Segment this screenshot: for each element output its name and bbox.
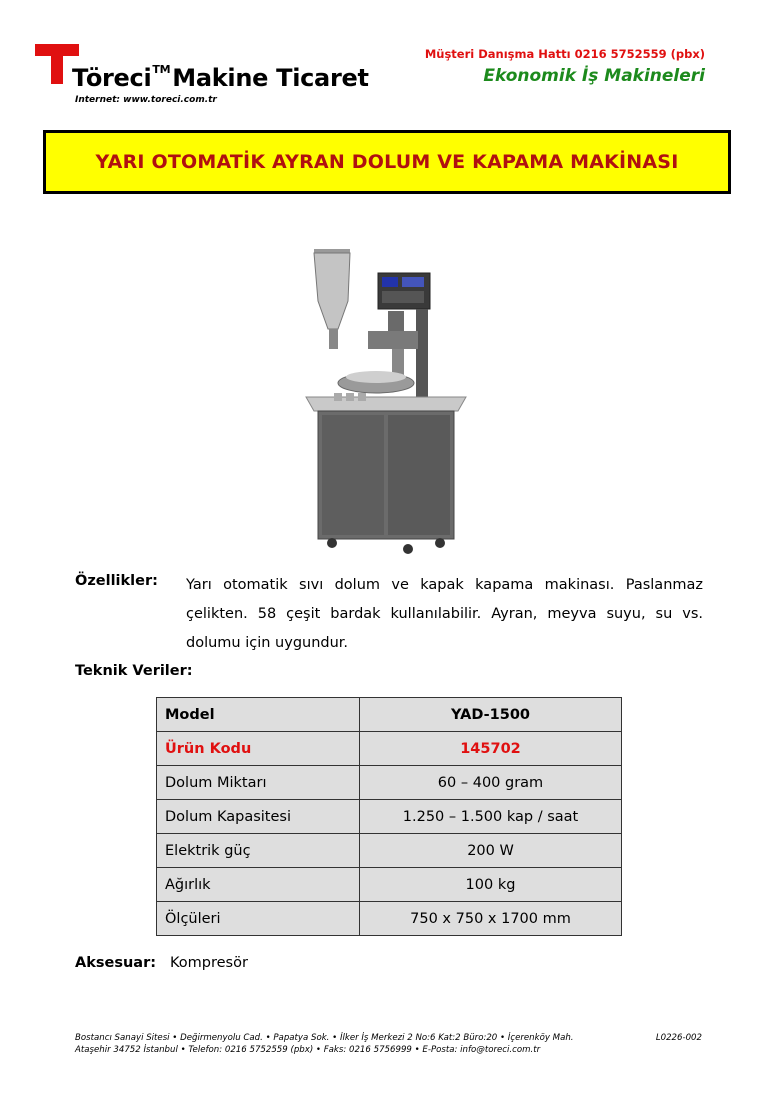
table-row: [157, 902, 622, 936]
customer-hotline: Müşteri Danışma Hattı 0216 5752559 (pbx): [424, 47, 705, 61]
spec-value: 60 – 400 gram: [360, 766, 622, 800]
internet-address: Internet: www.toreci.com.tr: [75, 95, 217, 105]
spec-value: 145702: [360, 732, 622, 766]
machine-photo: [298, 243, 474, 561]
spec-key: Ürün Kodu: [157, 732, 360, 766]
company-slogan: Ekonomik İş Makineleri: [483, 66, 705, 86]
spec-value: 750 x 750 x 1700 mm: [360, 902, 622, 936]
footer-address-line: Bostancı Sanayi Sitesi • Değirmenyolu Cad. • Papatya Sok. • İlker İş Merkezi 2 No:6 Kat:2 Büro:20 • İçerenköy Mah.: [75, 1033, 574, 1043]
table-row: [157, 868, 622, 902]
table-row: [157, 698, 622, 732]
spec-value: 200 W: [360, 834, 622, 868]
spec-table: [156, 697, 622, 936]
accessory-label: Aksesuar:: [75, 955, 157, 971]
spec-key: Model: [157, 698, 360, 732]
brand-name: Töreci™Makine Ticaret: [72, 63, 369, 92]
trademark-sign: TM: [152, 63, 171, 76]
spec-key: Ölçüleri: [157, 902, 360, 936]
document-code: L0226-002: [655, 1033, 702, 1043]
title-box: [43, 130, 731, 194]
accessory-value: Kompresör: [170, 955, 248, 971]
spec-key: Ağırlık: [157, 868, 360, 902]
table-row: [157, 834, 622, 868]
table-row: [157, 732, 622, 766]
technical-data-label: Teknik Veriler:: [75, 663, 193, 679]
features-text: Yarı otomatik sıvı dolum ve kapak kapama makinası. Paslanmaz çelikten. 58 çeşit bardak kullanılabilir. Ayran, meyva suyu, su vs. dolumu için uygundur.: [186, 577, 703, 651]
spec-key: Dolum Kapasitesi: [157, 800, 360, 834]
spec-value: YAD-1500: [360, 698, 622, 732]
spec-key: Dolum Miktarı: [157, 766, 360, 800]
table-row: [157, 766, 622, 800]
spec-value: 1.250 – 1.500 kap / saat: [360, 800, 622, 834]
spec-key: Elektrik güç: [157, 834, 360, 868]
spec-value: 100 kg: [360, 868, 622, 902]
table-row: [157, 800, 622, 834]
footer-contact-line: Ataşehir 34752 İstanbul • Telefon: 0216 5752559 (pbx) • Faks: 0216 5756999 • E-Posta: info@toreci.com.tr: [75, 1045, 541, 1055]
page-title: YARI OTOMATİK AYRAN DOLUM VE KAPAMA MAKİNASI: [95, 151, 679, 173]
features-label: Özellikler:: [75, 573, 158, 589]
